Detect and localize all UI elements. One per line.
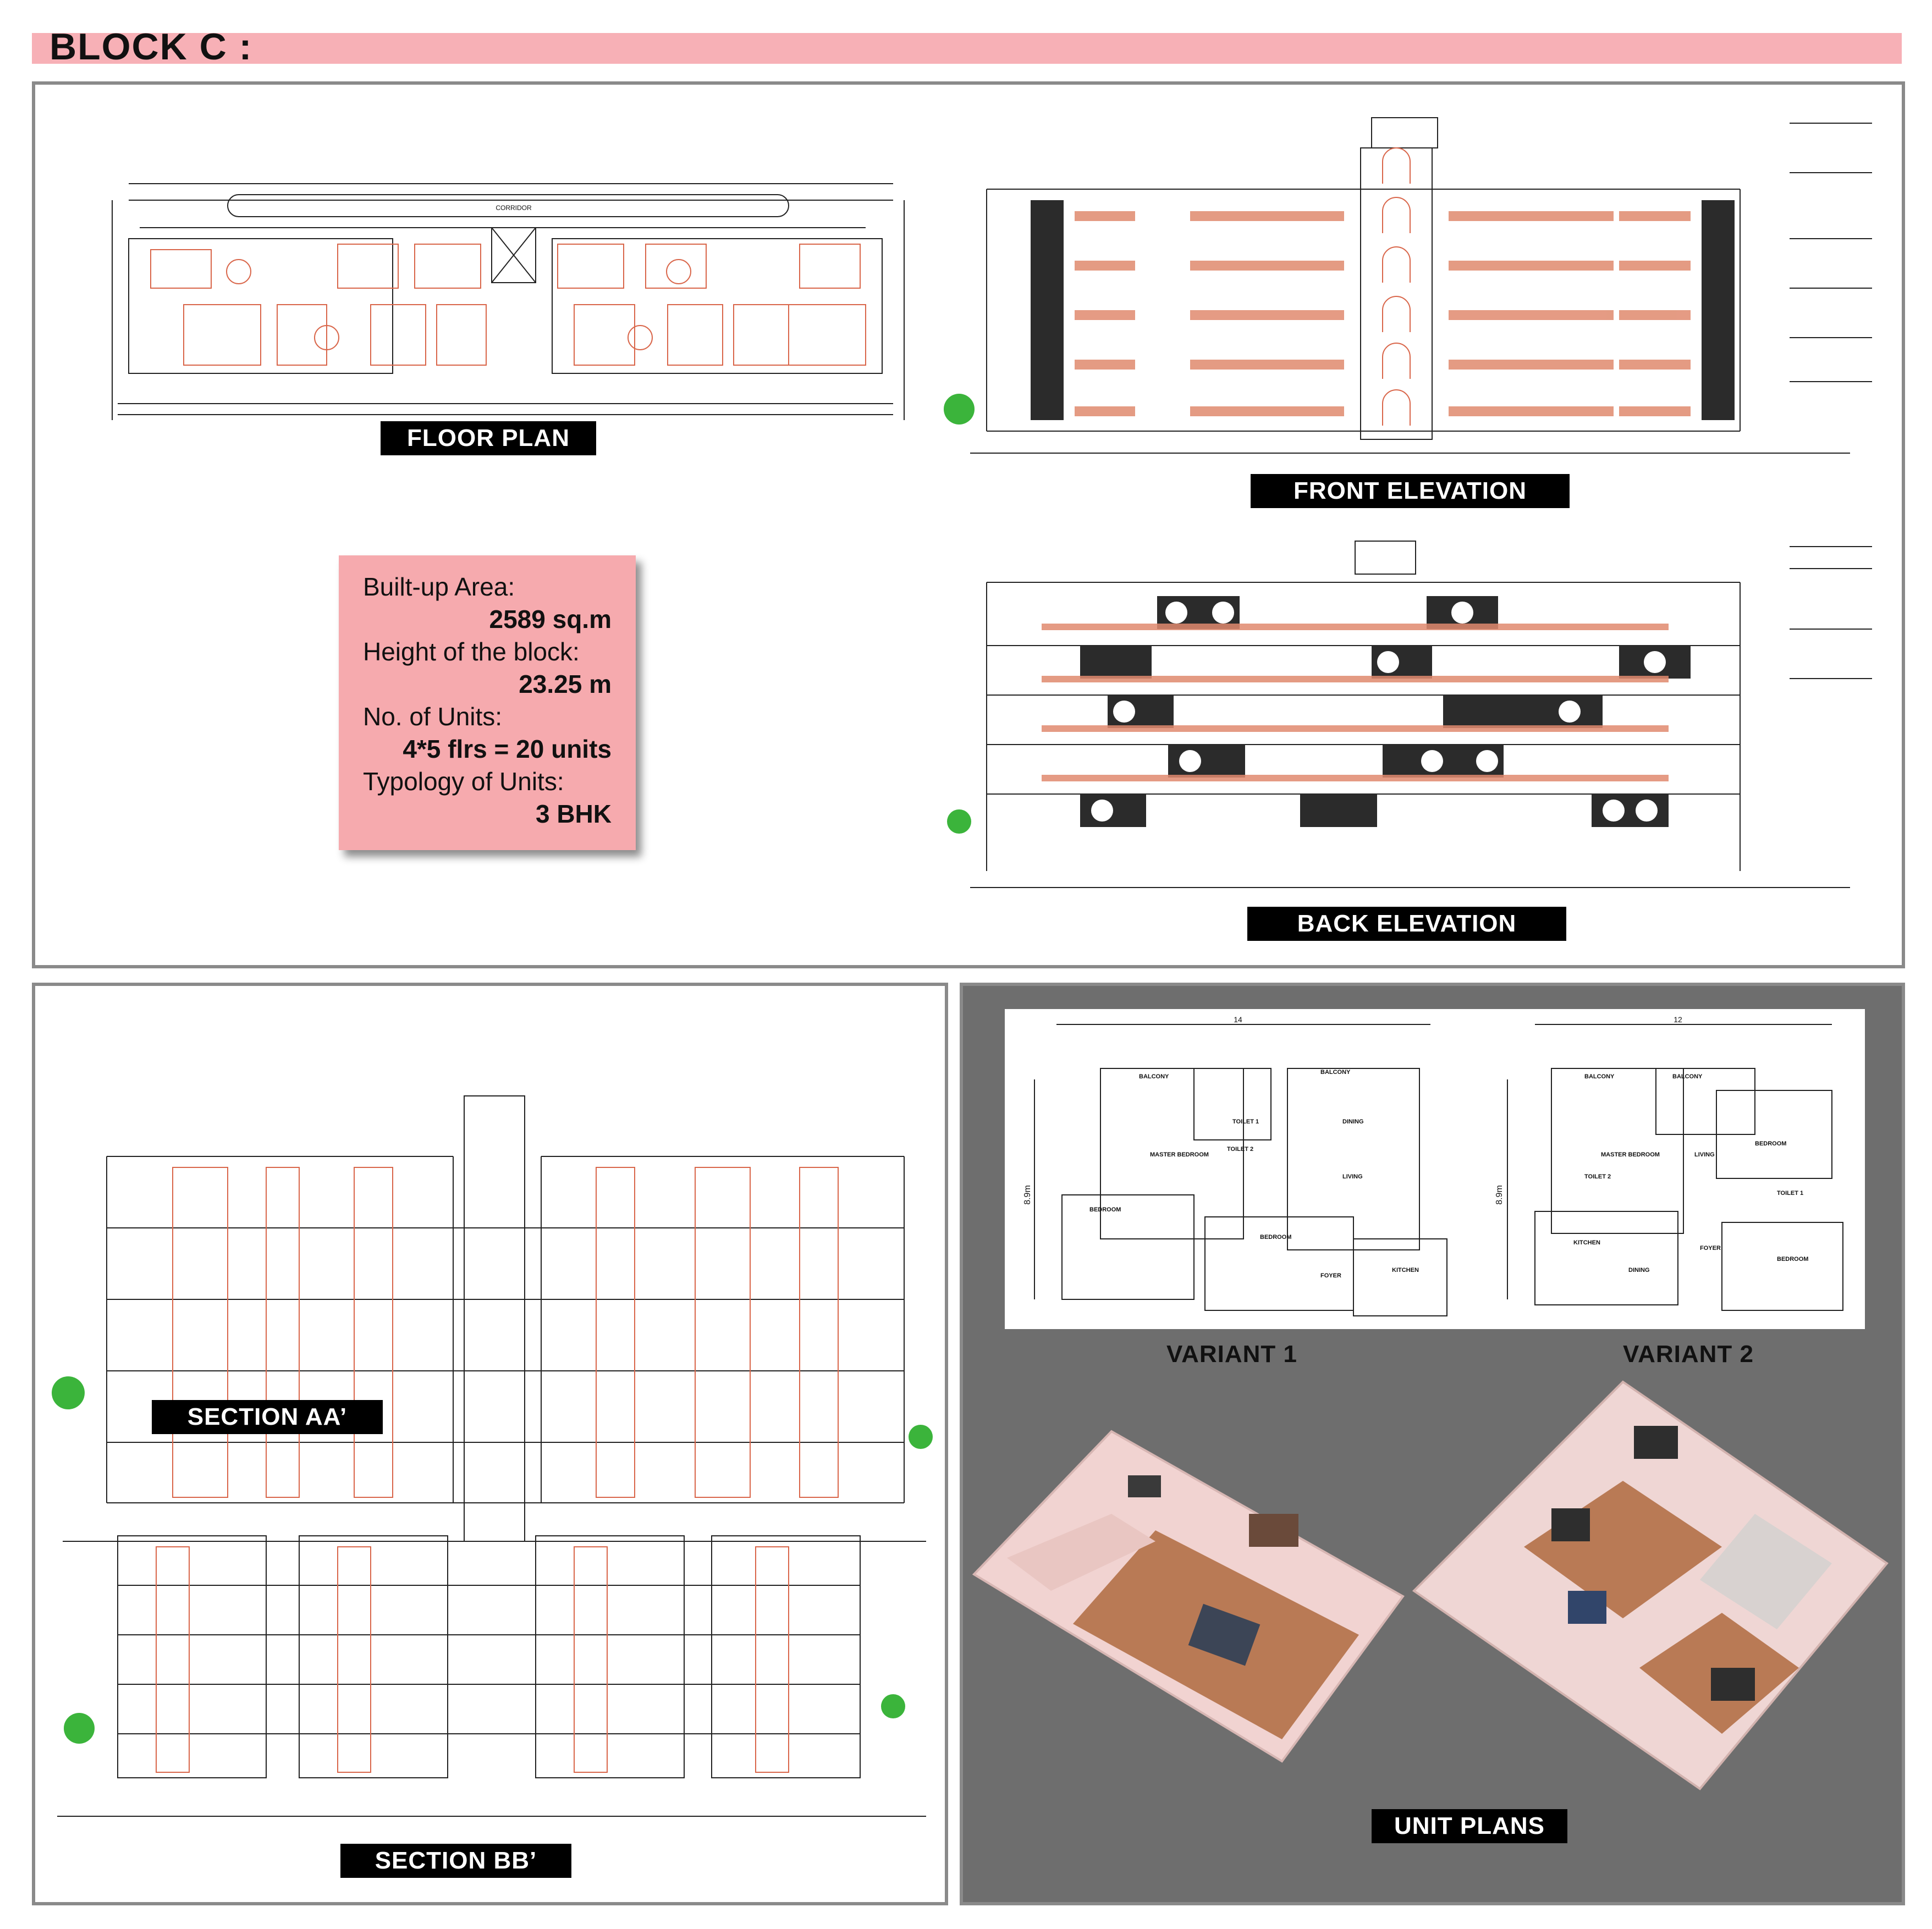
- variant-2-width-dimension: 12: [1674, 1015, 1682, 1024]
- variant-1-3d-render: [974, 1431, 1403, 1772]
- typology-value: 3 BHK: [535, 800, 612, 828]
- variant-1-room-label: LIVING: [1342, 1173, 1363, 1180]
- typology-label: Typology of Units:: [363, 767, 564, 796]
- variant-1-room-label: FOYER: [1320, 1272, 1341, 1279]
- variant-2-room-label: MASTER BEDROOM: [1601, 1151, 1660, 1158]
- variant-1-room-label: BEDROOM: [1260, 1234, 1292, 1241]
- front-elevation-label: FRONT ELEVATION: [1251, 474, 1570, 508]
- sections-panel: [32, 983, 948, 1905]
- floor-plan-label: FLOOR PLAN: [381, 421, 596, 455]
- variant-2-room-label: KITCHEN: [1573, 1239, 1600, 1246]
- page-title: BLOCK C :: [49, 26, 253, 68]
- variant-1-room-label: BEDROOM: [1089, 1206, 1121, 1213]
- header-bar: [32, 33, 1902, 64]
- unit-plans-panel: [960, 983, 1905, 1905]
- variant-2-plan-drawing: [1491, 1013, 1865, 1321]
- top-drawings-panel: [32, 81, 1905, 968]
- variant-2-room-label: FOYER: [1700, 1245, 1721, 1252]
- variant-1-room-label: DINING: [1342, 1118, 1364, 1125]
- variant-2-label: VARIANT 2: [1623, 1341, 1754, 1368]
- corridor-text: CORRIDOR: [496, 204, 532, 212]
- variant-1-plan-drawing: [1012, 1013, 1452, 1321]
- builtup-area-label: Built-up Area:: [363, 572, 515, 601]
- section-aa-drawing: [46, 1085, 937, 1558]
- variant-1-room-label: MASTER BEDROOM: [1150, 1151, 1209, 1158]
- block-info-card: [339, 555, 636, 850]
- variant-1-room-label: BALCONY: [1320, 1069, 1351, 1076]
- section-bb-drawing: [46, 1525, 937, 1822]
- variant-1-room-label: KITCHEN: [1392, 1267, 1419, 1274]
- block-height-label: Height of the block:: [363, 637, 580, 666]
- variant-2-room-label: TOILET 1: [1777, 1190, 1804, 1197]
- variant-2-room-label: BALCONY: [1584, 1073, 1615, 1080]
- variant-2-room-label: BEDROOM: [1777, 1256, 1809, 1263]
- variant-2-room-label: TOILET 2: [1584, 1173, 1611, 1180]
- variant-1-label: VARIANT 1: [1166, 1341, 1297, 1368]
- variant-2-room-label: LIVING: [1694, 1151, 1715, 1158]
- builtup-area-value: 2589 sq.m: [489, 605, 612, 633]
- variant-2-3d-render: [1414, 1382, 1887, 1789]
- back-elevation-label: BACK ELEVATION: [1247, 907, 1566, 941]
- front-elevation-drawing: [937, 101, 1883, 486]
- variant-2-depth-dimension: 8.9m: [1495, 1185, 1504, 1205]
- units-count-value: 4*5 flrs = 20 units: [403, 735, 612, 763]
- variant-1-room-label: TOILET 1: [1232, 1118, 1259, 1125]
- back-elevation-drawing: [937, 536, 1883, 943]
- variant-1-depth-dimension: 8.9m: [1023, 1185, 1032, 1205]
- variant-1-width-dimension: 14: [1234, 1015, 1242, 1024]
- units-count-label: No. of Units:: [363, 702, 503, 731]
- variant-1-room-label: BALCONY: [1139, 1073, 1169, 1080]
- variant-1-room-label: TOILET 2: [1227, 1146, 1254, 1153]
- unit-plans-label: UNIT PLANS: [1372, 1809, 1567, 1843]
- section-aa-label: SECTION AA’: [152, 1400, 383, 1434]
- variant-2-room-label: BALCONY: [1672, 1073, 1703, 1080]
- section-bb-label: SECTION BB’: [340, 1844, 571, 1878]
- variant-2-room-label: BEDROOM: [1755, 1140, 1787, 1147]
- block-height-value: 23.25 m: [519, 670, 612, 698]
- variant-2-room-label: DINING: [1628, 1267, 1650, 1274]
